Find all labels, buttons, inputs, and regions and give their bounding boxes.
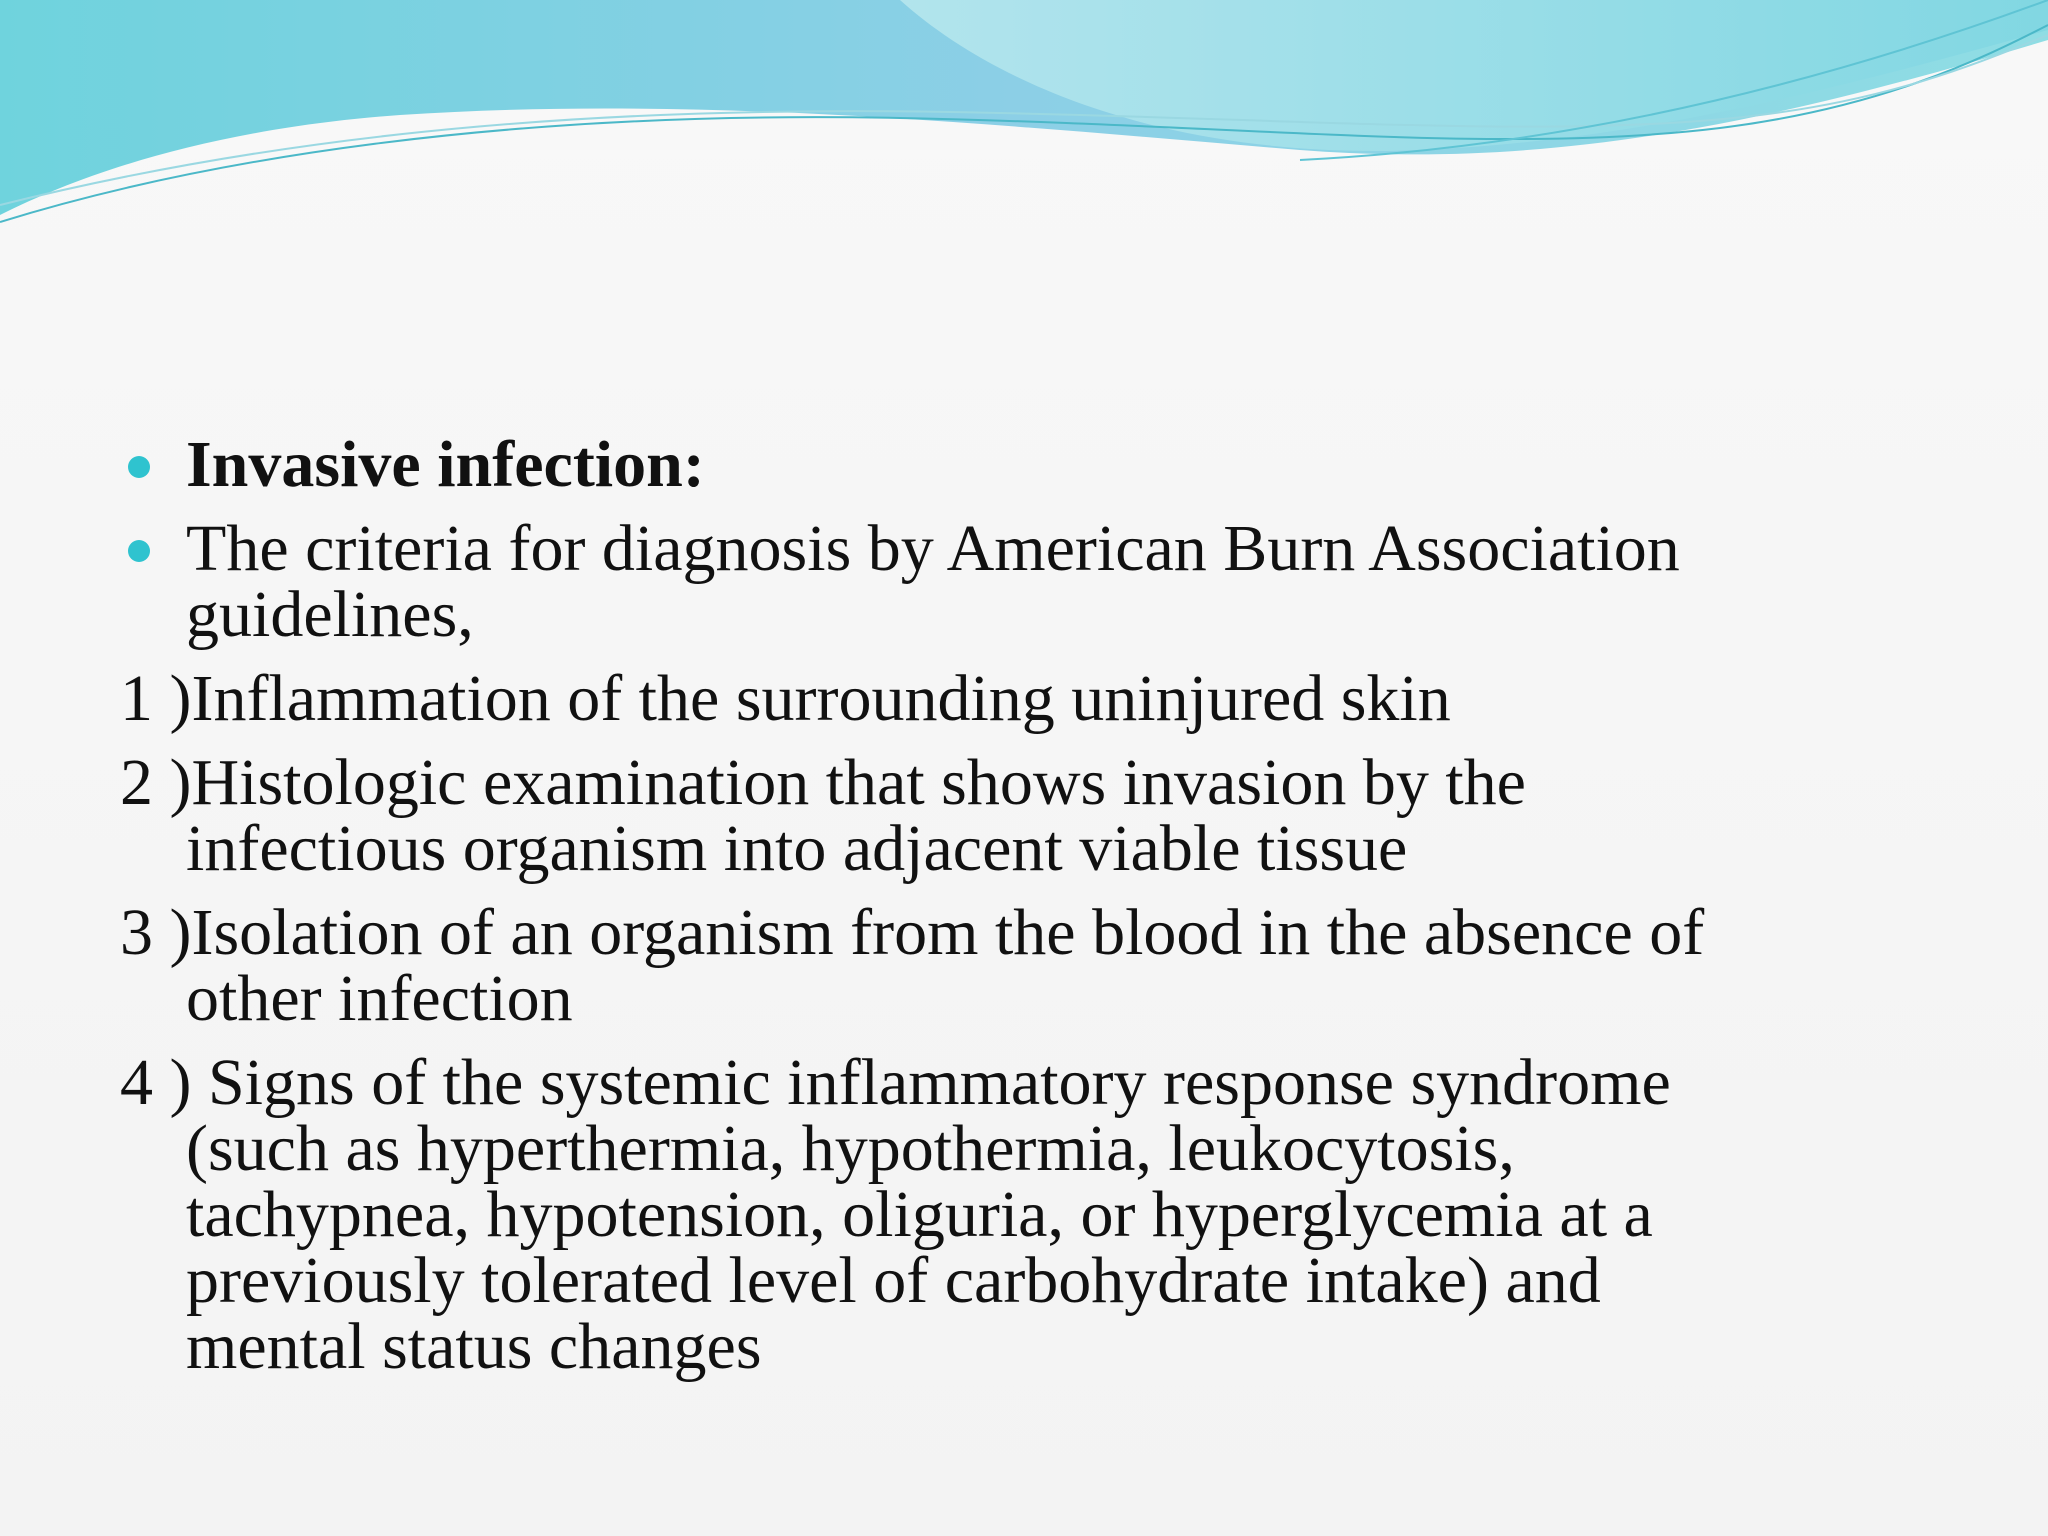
numbered-item-2 <box>120 746 1900 819</box>
slide-body <box>120 428 1900 1383</box>
numbered-item-4-continuation <box>120 1178 1900 1251</box>
numbered-item-line: mental status changes <box>186 1310 762 1383</box>
numbered-item-4-continuation <box>120 1310 1900 1383</box>
numbered-item-3 <box>120 896 1900 969</box>
bullet-text-criteria: The criteria for diagnosis by American Burn Association <box>186 512 1680 585</box>
numbered-item-line: previously tolerated level of carbohydrate intake) and <box>186 1244 1601 1317</box>
numbered-item-line: infectious organism into adjacent viable tissue <box>186 812 1408 885</box>
numbered-item-line: 3 )Isolation of an organism from the blood in the absence of <box>120 896 1705 969</box>
bullet-continuation <box>120 578 1900 651</box>
numbered-item-line: tachypnea, hypotension, oliguria, or hyperglycemia at a <box>186 1178 1653 1251</box>
bullet-item <box>120 512 1900 585</box>
numbered-item-2-continuation <box>120 812 1900 885</box>
header-wave-decoration <box>0 0 2048 240</box>
bullet-dot-icon <box>128 456 150 478</box>
numbered-item-1 <box>120 662 1900 735</box>
numbered-item-line: 4 ) Signs of the systemic inflammatory response syndrome <box>120 1046 1671 1119</box>
numbered-item-4-continuation <box>120 1244 1900 1317</box>
numbered-item-4 <box>120 1046 1900 1119</box>
bullet-dot-icon <box>128 540 150 562</box>
numbered-item-line: other infection <box>186 962 573 1035</box>
numbered-item-line: (such as hyperthermia, hypothermia, leukocytosis, <box>186 1112 1515 1185</box>
numbered-item-3-continuation <box>120 962 1900 1035</box>
bullet-text-guidelines: guidelines, <box>186 578 474 651</box>
numbered-item-4-continuation <box>120 1112 1900 1185</box>
bullet-item <box>120 428 1900 501</box>
bullet-text-invasive-infection: Invasive infection: <box>186 428 705 501</box>
numbered-item-line: 1 )Inflammation of the surrounding uninjured skin <box>120 662 1451 735</box>
numbered-item-line: 2 )Histologic examination that shows invasion by the <box>120 746 1526 819</box>
